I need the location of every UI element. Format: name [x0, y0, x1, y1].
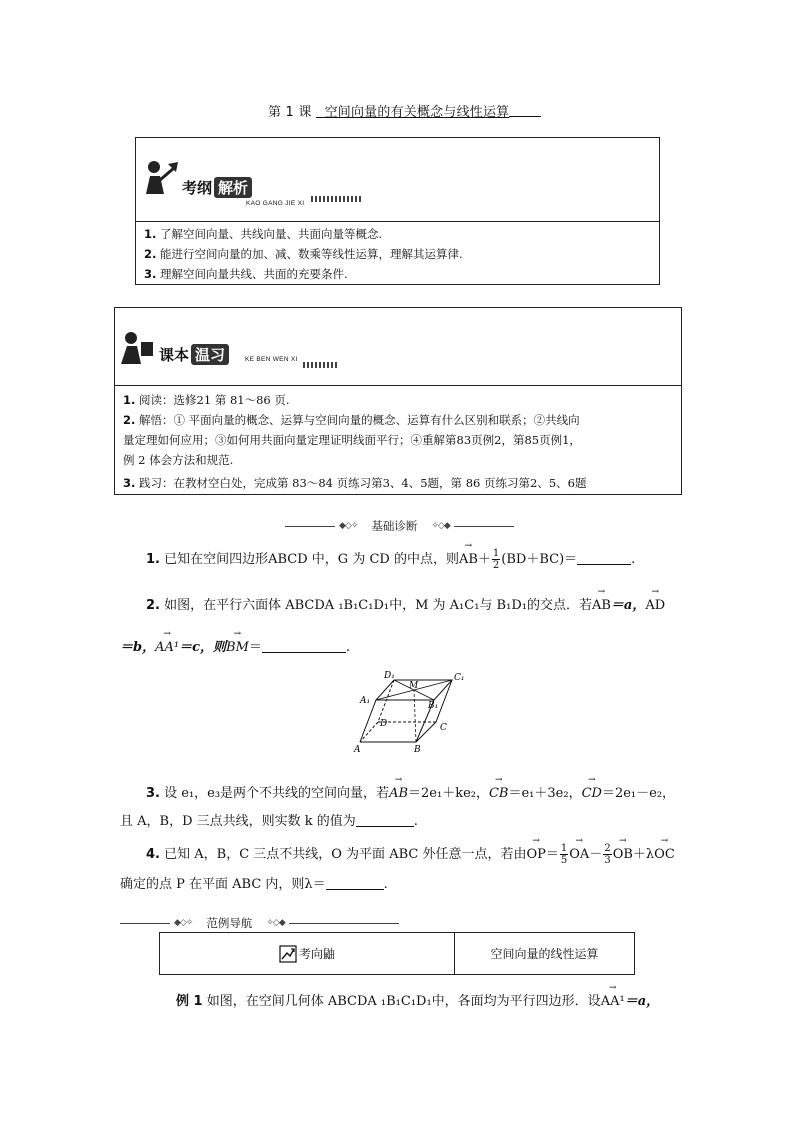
- label-c1: C₁: [454, 673, 465, 683]
- problem-4: 4. 已知 A，B，C 三点不共线，O 为平面 ABC 外任意一点，若由→ OP＝ $\frac{1}{5}$ → OA－ $\frac{2}{3}$ → OB＋λ→ OC: [146, 843, 675, 866]
- answer-blank-2[interactable]: [262, 639, 346, 653]
- guide-table: [159, 932, 635, 975]
- page-title: [268, 101, 541, 120]
- section1-title: 考纲 解析: [182, 177, 252, 198]
- ornament-icon: ✧◇◆: [266, 918, 285, 928]
- label-d: D: [380, 719, 388, 729]
- section2-item-2-cont: 量定理如何应用；③如何用共面向量定理证明线面平行；④重解第83页例2，第85页例1，: [123, 433, 581, 447]
- mascot-reading-icon: [140, 158, 180, 196]
- label-d1: D₁: [384, 671, 395, 681]
- label-a1: A₁: [360, 696, 371, 706]
- lesson-number: 第 1 课: [268, 105, 312, 120]
- section1-item-2: 2. 能进行空间向量的加、减、数乘等线性运算，理解其运算律.: [144, 247, 463, 261]
- section2-item-2-cont2: 例 2 体会方法和规范.: [123, 453, 234, 467]
- problem-3: 3. 设 e₁，e₃是两个不共线的空间向量，若→ AB＝2e₁＋ke₂，→ CB＝e₁＋3e₂，→ CD＝2e₁－e₂，: [146, 782, 675, 801]
- label-m: M: [409, 681, 419, 691]
- section2-title: 课本 温习: [159, 344, 229, 365]
- problem-4-line-2: 确定的点 P 在平面 ABC 内，则λ＝ .: [120, 877, 388, 892]
- trend-chart-icon: [279, 945, 297, 963]
- ornament-icon: ◆◇✧: [174, 918, 193, 928]
- kaogang-box: [135, 137, 660, 285]
- ornament-icon: ✧◇◆: [431, 521, 450, 531]
- label-b1: B₁: [428, 701, 439, 711]
- ornament-icon: ◆◇✧: [339, 521, 358, 531]
- parallelepiped-figure: [352, 668, 472, 758]
- section1-item-1: 1. 了解空间向量、共线向量、共面向量等概念.: [144, 227, 383, 241]
- section1-stripe: [311, 196, 363, 202]
- label-b: B: [414, 745, 421, 755]
- guide-table-left: 考向鼬: [160, 933, 454, 974]
- divider-basic-diagnosis: ◆◇✧ 基础诊断 ✧◇◆: [285, 518, 514, 534]
- example-1: 例 1 如图，在空间几何体 ABCDA ₁B₁C₁D₁中，各面均为平行四边形．设→ AA¹＝a，: [176, 990, 659, 1009]
- section2-item-1: 1. 阅读：选修21 第 81～86 页.: [123, 393, 290, 407]
- label-a: A: [354, 745, 361, 755]
- mascot-study-icon: [119, 330, 157, 366]
- problem-1: 1. 已知在空间四边形ABCD 中，G 为 CD 的中点，则→ AB＋ $\frac{1}{2}$ (BD＋BC)＝ .: [146, 548, 635, 571]
- section2-item-3: 3. 践习：在教材空白处，完成第 83～84 页练习第3、4、5题，第 86 页练习第2、5、6题: [123, 476, 587, 490]
- lesson-topic: 空间向量的有关概念与线性运算: [324, 105, 510, 120]
- problem-2: 2. 如图，在平行六面体 ABCDA ₁B₁C₁D₁中，M 为 A₁C₁与 B₁D₁的交点．若→ AB＝a，→ AD: [146, 594, 665, 613]
- section1-item-3: 3. 理解空间向量共线、共面的充要条件.: [144, 267, 348, 281]
- section2-subtitle: KE BEN WEN XI: [245, 356, 298, 363]
- keben-box: [114, 307, 682, 495]
- guide-table-right: 空间向量的线性运算: [454, 933, 634, 974]
- section2-stripe: [303, 362, 339, 368]
- divider-example-guide: ◆◇✧ 范例导航 ✧◇◆: [120, 915, 399, 931]
- answer-blank-1[interactable]: [577, 551, 631, 565]
- label-c: C: [440, 723, 447, 733]
- answer-blank-3[interactable]: [356, 813, 414, 827]
- problem-2-line-2: ＝b，→ AA¹＝c，则→ BM＝ .: [120, 636, 350, 655]
- answer-blank-4[interactable]: [326, 876, 384, 890]
- section1-subtitle: KAO GANG JIE XI: [246, 200, 305, 207]
- title-blank: [509, 104, 541, 117]
- problem-3-line-2: 且 A，B，D 三点共线，则实数 k 的值为 .: [120, 814, 418, 829]
- section2-item-2: 2. 解悟：① 平面向量的概念、运算与空间向量的概念、运算有什么区别和联系；②共线向: [123, 413, 580, 427]
